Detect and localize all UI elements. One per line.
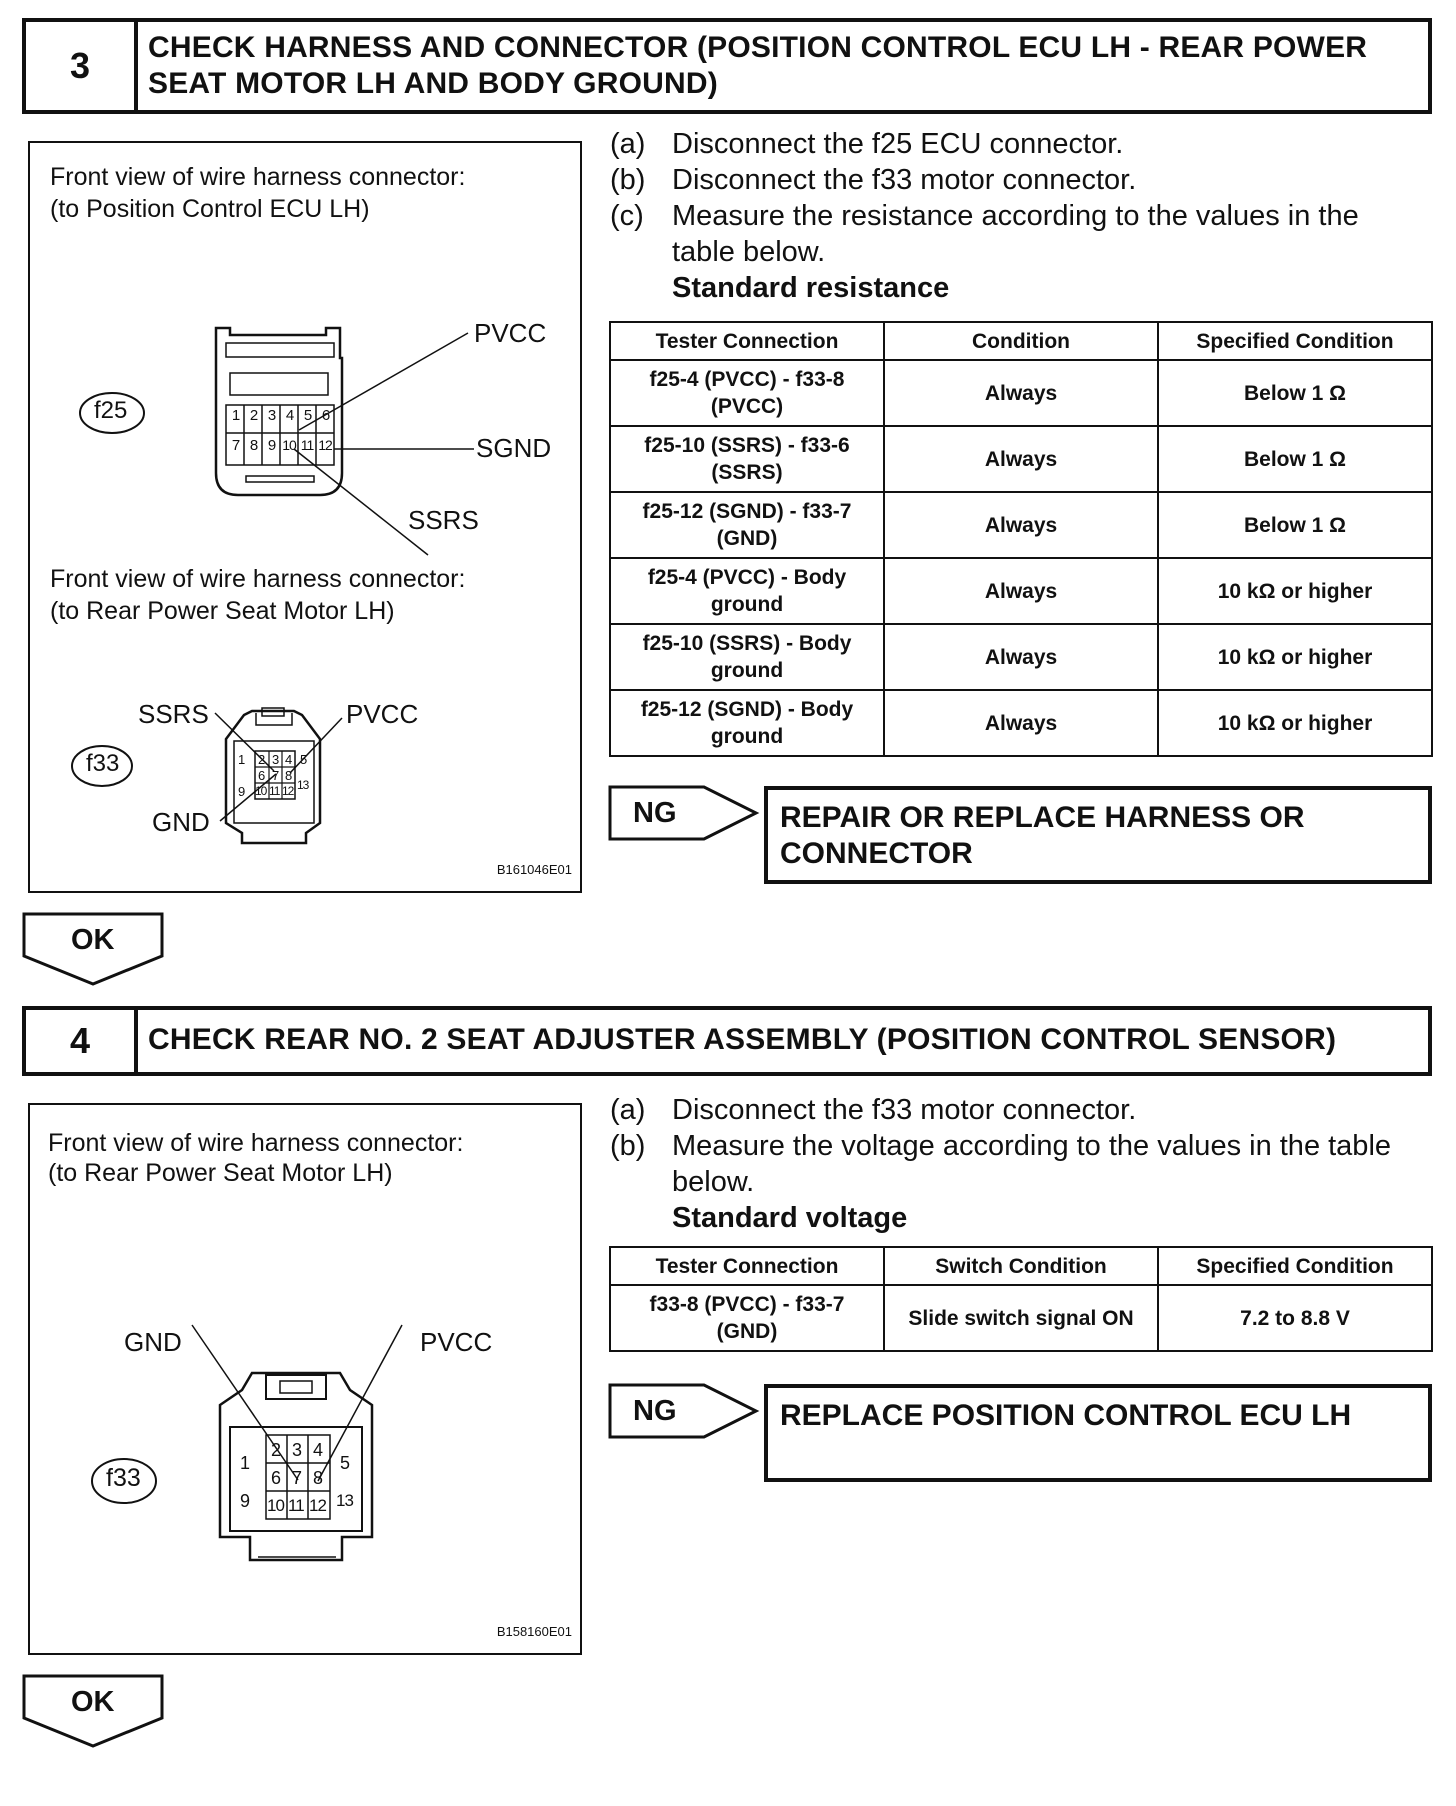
step4-figure	[28, 1103, 582, 1655]
f33-pin: 12	[309, 1496, 326, 1515]
instruction-item	[610, 126, 1430, 162]
table-row	[610, 426, 1432, 492]
step3-ng-result: REPAIR OR REPLACE HARNESS OR CONNECTOR	[764, 786, 1432, 884]
f33-caption-line1: Front view of wire harness connector:	[48, 1129, 464, 1157]
f25-pin: 7	[231, 437, 241, 454]
instruction-item	[610, 162, 1430, 198]
table-cell: f25-4 (PVCC) - f33-8 (PVCC)	[610, 360, 884, 426]
f25-pin: 9	[267, 437, 277, 454]
step3-spec-table	[609, 321, 1433, 757]
f33-pin: 10	[255, 784, 267, 798]
f25-pin: 6	[321, 407, 331, 424]
figure-code: B158160E01	[496, 1624, 572, 1639]
f25-ssrs-label: SSRS	[408, 505, 479, 535]
table-row	[610, 1285, 1432, 1351]
f33-caption-line1: Front view of wire harness connector:	[50, 565, 466, 593]
table-cell: f25-10 (SSRS) - Body ground	[610, 624, 884, 690]
table-cell: Below 1 Ω	[1158, 426, 1432, 492]
step4-number: 4	[26, 1010, 138, 1072]
f33-pin: 9	[238, 784, 246, 799]
f25-pin: 1	[231, 407, 241, 424]
instruction-text: Disconnect the f33 motor connector.	[672, 1094, 1137, 1126]
f33-pin: 3	[292, 1440, 303, 1460]
instruction-marker: (a)	[610, 1094, 646, 1126]
f25-pvcc-label: PVCC	[474, 318, 547, 348]
f33-pin: 6	[258, 768, 266, 783]
f33-pin: 3	[272, 752, 280, 767]
instruction-marker: (a)	[610, 128, 646, 160]
f33-pin: 11	[288, 1496, 304, 1515]
instruction-item	[610, 198, 1430, 270]
step3-ng-label: NG	[633, 797, 677, 829]
f33-pin: 5	[300, 752, 308, 767]
table-row	[610, 624, 1432, 690]
f33-pin: 7	[272, 768, 280, 783]
f25-pin: 5	[303, 407, 313, 424]
table-header-row	[610, 1247, 1432, 1285]
instruction-item	[610, 1092, 1440, 1128]
table-cell: Always	[884, 360, 1158, 426]
table-header: Specified Condition	[1158, 1247, 1432, 1285]
instruction-marker: (b)	[610, 164, 646, 196]
table-cell: Always	[884, 558, 1158, 624]
table-cell: 10 kΩ or higher	[1158, 558, 1432, 624]
table-cell: f25-10 (SSRS) - f33-6 (SSRS)	[610, 426, 884, 492]
f25-sgnd-label: SGND	[476, 433, 552, 463]
instruction-text: Measure the resistance according to the values in the table below.	[672, 200, 1359, 268]
f33-pin: 11	[269, 784, 280, 798]
step4-title: CHECK REAR NO. 2 SEAT ADJUSTER ASSEMBLY (POSITION CONTROL SENSOR)	[148, 1023, 1337, 1056]
table-header: Tester Connection	[610, 322, 884, 360]
f33-pin: 13	[336, 1491, 353, 1510]
table-header: Switch Condition	[884, 1247, 1158, 1285]
step4-ng-label: NG	[633, 1395, 677, 1427]
figure-code: B161046E01	[496, 862, 572, 877]
table-cell: f25-12 (SGND) - Body ground	[610, 690, 884, 756]
table-cell: f25-4 (PVCC) - Body ground	[610, 558, 884, 624]
f33-pin: 1	[238, 752, 246, 767]
standard-label: Standard voltage	[672, 1202, 908, 1234]
instruction-text: Disconnect the f25 ECU connector.	[672, 128, 1124, 160]
step3-instructions	[610, 126, 1430, 306]
table-header: Condition	[884, 322, 1158, 360]
f33-gnd-label: GND	[124, 1327, 182, 1357]
f33-pin: 4	[285, 752, 293, 767]
table-cell: Always	[884, 492, 1158, 558]
f25-pin: 8	[249, 437, 259, 454]
step4-connector-diagram	[30, 1105, 580, 1655]
table-cell: Below 1 Ω	[1158, 492, 1432, 558]
table-cell: 10 kΩ or higher	[1158, 690, 1432, 756]
f33-pin: 4	[313, 1440, 324, 1460]
step3-figure	[28, 141, 582, 893]
f33-pin: 13	[297, 778, 309, 792]
f33-pin: 6	[271, 1468, 282, 1488]
f25-pin: 2	[249, 407, 259, 424]
step3-title: CHECK HARNESS AND CONNECTOR (POSITION CONTROL ECU LH - REAR POWER SEAT MOTOR LH AND BODY GROUND)	[148, 31, 1368, 100]
f33-pin: 8	[285, 768, 293, 783]
f33-pin: 9	[240, 1491, 251, 1511]
instruction-item	[610, 1128, 1440, 1200]
table-cell: Below 1 Ω	[1158, 360, 1432, 426]
step3-ng-arrow	[608, 785, 762, 845]
f33-ssrs-label: SSRS	[138, 699, 209, 729]
f33-pin: 1	[240, 1453, 251, 1473]
f25-pin: 10	[282, 437, 296, 453]
table-header: Specified Condition	[1158, 322, 1432, 360]
f33-id-label: f33	[106, 1464, 141, 1492]
f33-pin: 12	[282, 784, 294, 798]
f33-pin: 5	[340, 1453, 351, 1473]
f33-pin: 8	[313, 1468, 324, 1488]
step3-number: 3	[26, 22, 138, 110]
f33-pin: 7	[292, 1468, 303, 1488]
f25-caption-line2: (to Position Control ECU LH)	[50, 195, 370, 223]
step3-header	[22, 18, 1432, 114]
table-cell: 7.2 to 8.8 V	[1158, 1285, 1432, 1351]
instruction-marker: (b)	[610, 1130, 646, 1162]
table-row	[610, 360, 1432, 426]
step3-ok-label: OK	[71, 924, 115, 956]
f33-pvcc-label: PVCC	[420, 1327, 493, 1357]
standard-label: Standard resistance	[672, 272, 950, 304]
table-header: Tester Connection	[610, 1247, 884, 1285]
table-row	[610, 558, 1432, 624]
f33-pin: 2	[271, 1440, 282, 1460]
table-cell: Always	[884, 624, 1158, 690]
f25-pin: 4	[285, 407, 295, 424]
step4-spec-table	[609, 1246, 1433, 1352]
f33-pin: 10	[267, 1496, 284, 1515]
f33-gnd-label: GND	[152, 807, 210, 837]
table-cell: Slide switch signal ON	[884, 1285, 1158, 1351]
table-cell: f33-8 (PVCC) - f33-7 (GND)	[610, 1285, 884, 1351]
instruction-marker: (c)	[610, 200, 644, 232]
step4-ng-result: REPLACE POSITION CONTROL ECU LH	[764, 1384, 1432, 1482]
instruction-text: Disconnect the f33 motor connector.	[672, 164, 1137, 196]
step4-header	[22, 1006, 1432, 1076]
table-row	[610, 690, 1432, 756]
table-cell: f25-12 (SGND) - f33-7 (GND)	[610, 492, 884, 558]
instruction-text: Measure the voltage according to the values in the table below.	[672, 1130, 1392, 1198]
step4-ng-arrow	[608, 1383, 762, 1443]
f25-pin: 3	[267, 407, 277, 424]
f33-id-label: f33	[86, 750, 120, 777]
step4-ok-label: OK	[71, 1686, 115, 1718]
table-cell: 10 kΩ or higher	[1158, 624, 1432, 690]
f25-pin: 12	[318, 437, 332, 453]
f33-pin: 2	[258, 752, 266, 767]
f33-caption-line2: (to Rear Power Seat Motor LH)	[50, 597, 395, 625]
step4-instructions	[610, 1092, 1440, 1236]
table-header-row	[610, 322, 1432, 360]
f33-caption-line2: (to Rear Power Seat Motor LH)	[48, 1159, 393, 1187]
table-row	[610, 492, 1432, 558]
f25-caption-line1: Front view of wire harness connector:	[50, 163, 466, 191]
f25-id-label: f25	[94, 397, 128, 424]
f25-pin: 11	[300, 437, 314, 453]
f33-pvcc-label: PVCC	[346, 699, 419, 729]
table-cell: Always	[884, 690, 1158, 756]
table-cell: Always	[884, 426, 1158, 492]
